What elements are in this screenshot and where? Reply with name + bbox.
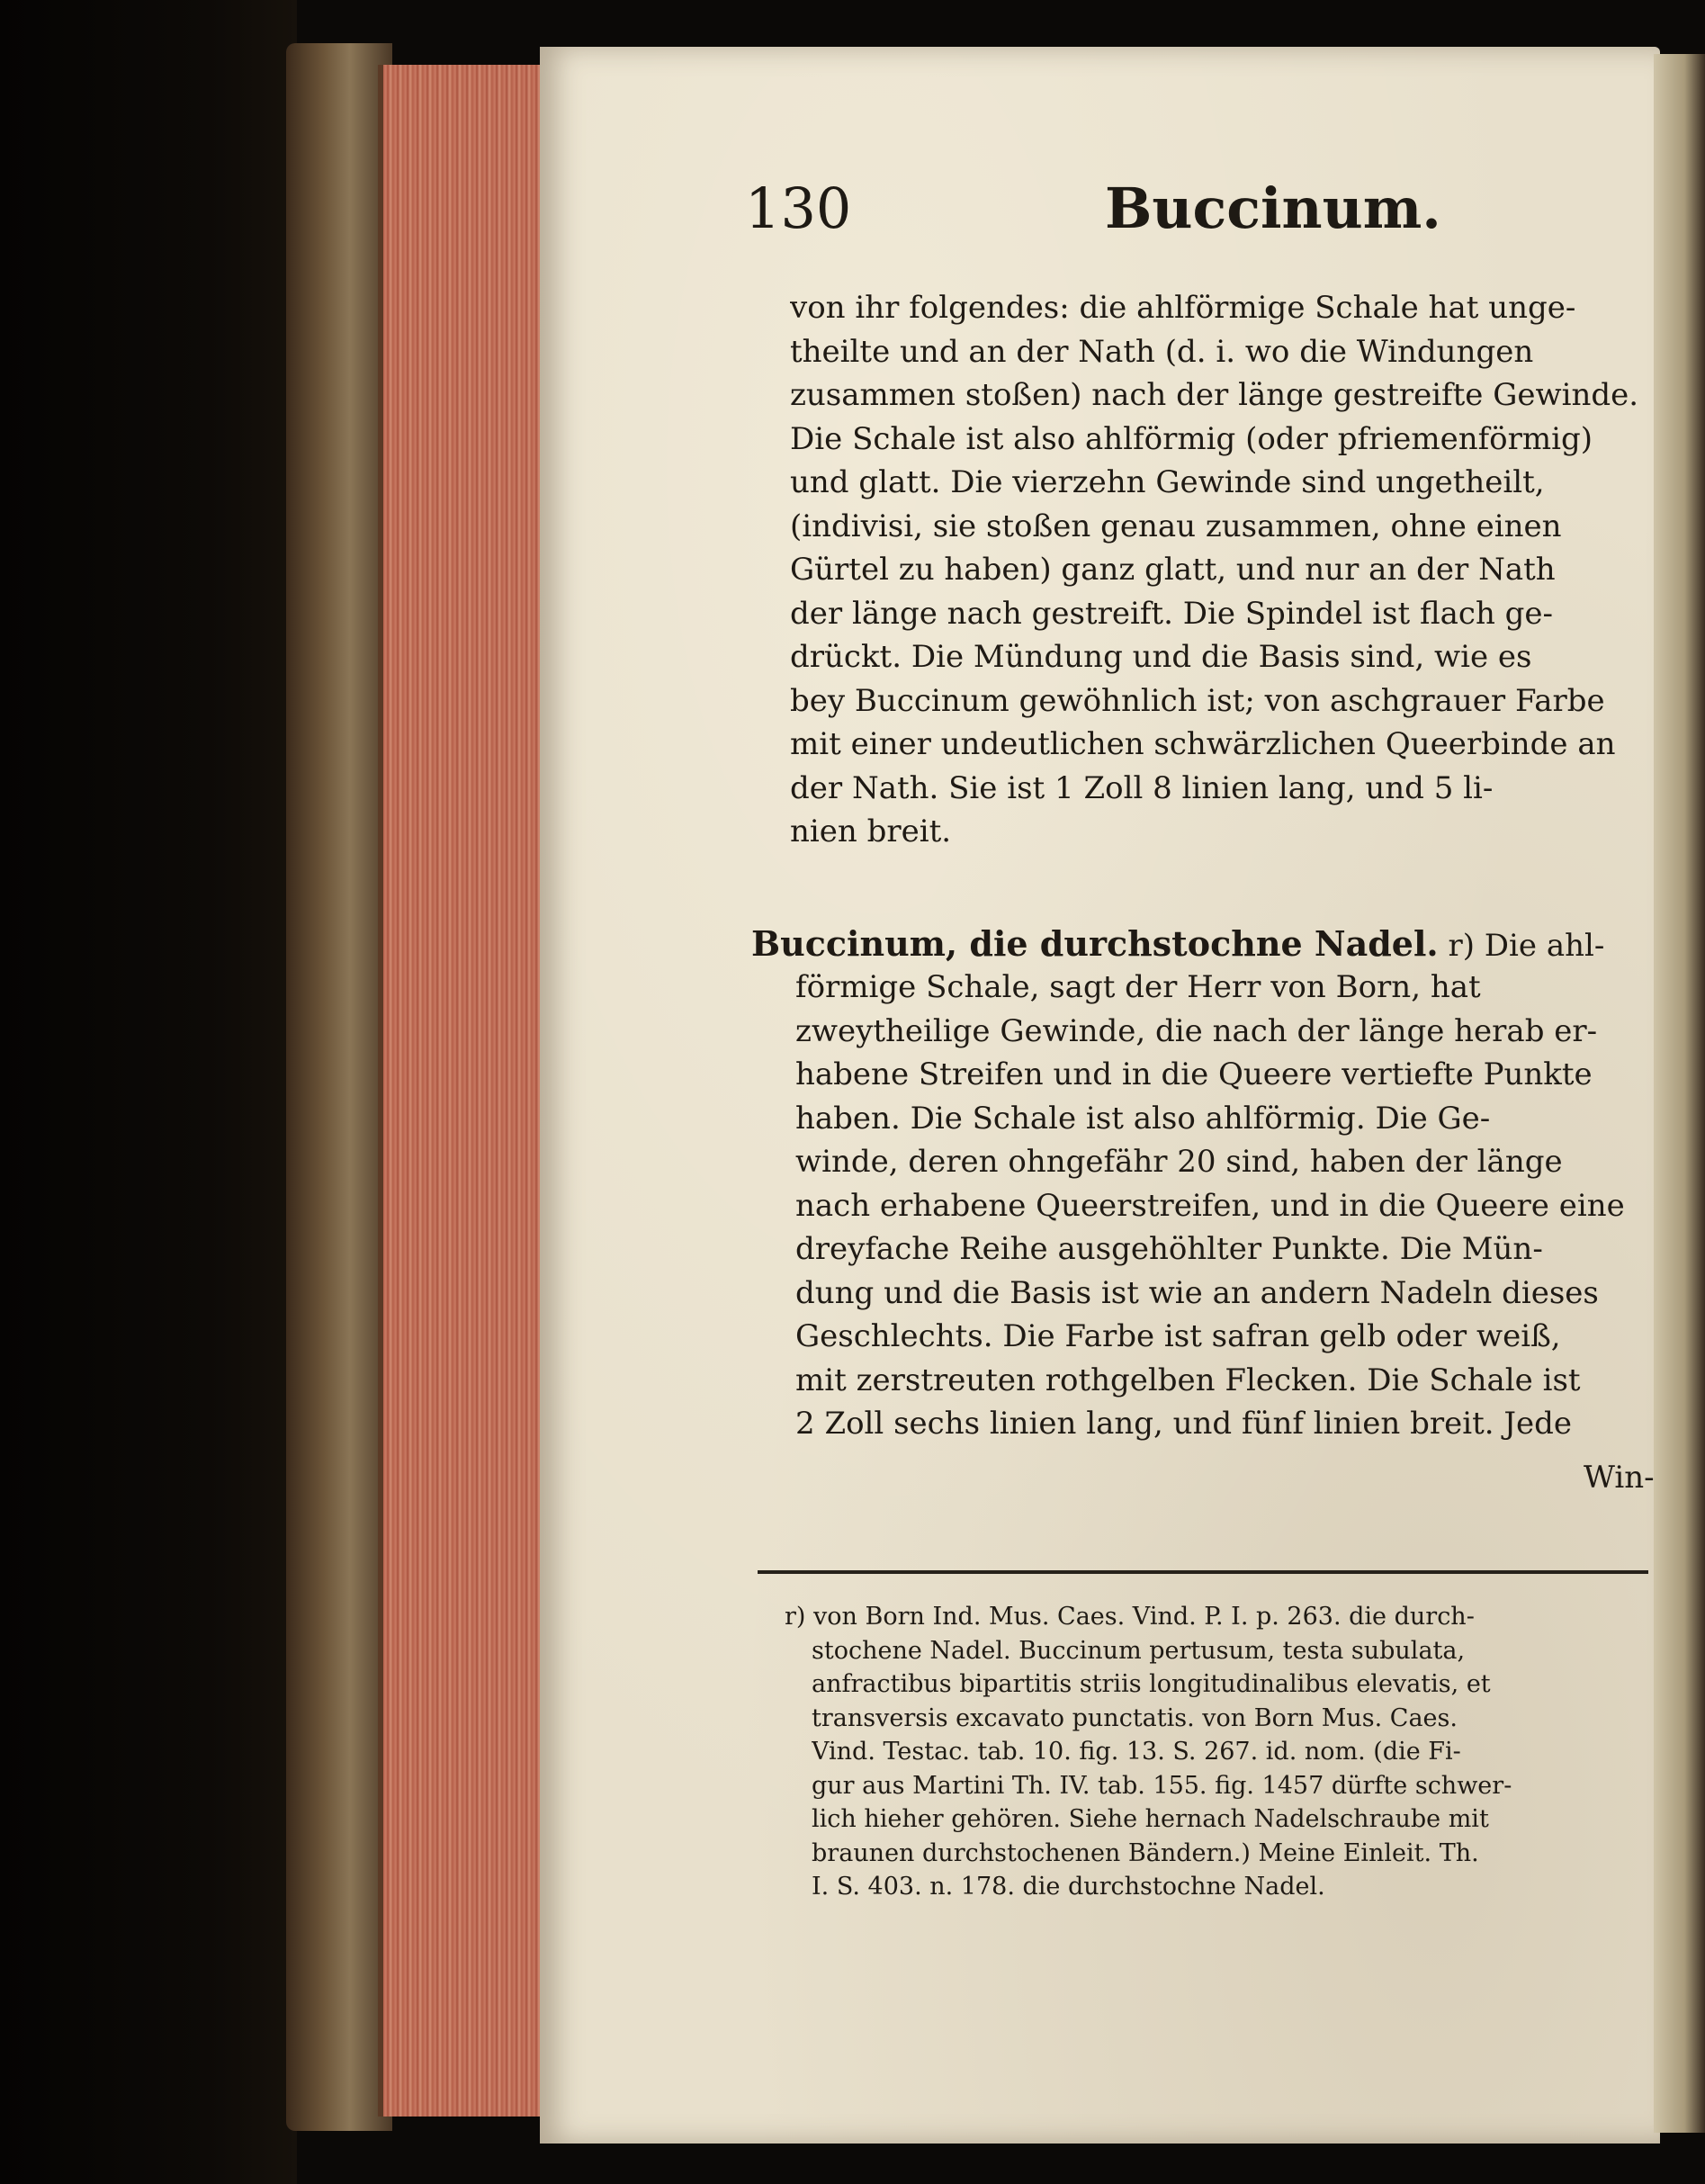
- paragraph-1: [790, 286, 1654, 854]
- text-line: der Nath. Sie ist 1 Zoll 8 linien lang, und 5 li-: [790, 769, 1494, 806]
- footnote-line: Vind. Testac. tab. 10. fig. 13. S. 267. id. nom. (die Fi-: [812, 1738, 1461, 1766]
- footnote-line: braunen durchstochenen Bändern.) Meine Einleit. Th.: [812, 1838, 1479, 1867]
- text-line: dreyfache Reihe ausgehöhlter Punkte. Die Mün-: [795, 1231, 1543, 1267]
- text-line: mit zerstreuten rothgelben Flecken. Die Schale ist: [795, 1362, 1581, 1398]
- catchword: Win-: [1584, 1460, 1655, 1496]
- text-line: dung und die Basis ist wie an andern Nadeln dieses: [795, 1274, 1599, 1311]
- text-line: bey Buccinum gewöhnlich ist; von aschgrauer Farbe: [790, 682, 1605, 719]
- entry-heading-rest: r) Die ahl-: [1438, 928, 1605, 964]
- footnote-line: gur aus Martini Th. IV. tab. 155. fig. 1457 dürfte schwer-: [812, 1771, 1512, 1800]
- entry-heading: Buccinum, die durchstochne Nadel.: [751, 923, 1439, 964]
- text-line: von ihr folgendes: die ahlförmige Schale hat unge-: [790, 290, 1576, 326]
- footnote-line: transversis excavato punctatis. von Born Mus. Caes.: [812, 1703, 1458, 1732]
- text-line: nien breit.: [790, 813, 952, 849]
- footnote: [785, 1600, 1648, 1904]
- text-line: mit einer undeutlichen schwärzlichen Queerbinde an: [790, 726, 1616, 762]
- paragraph-2-heading-line: [751, 922, 1651, 968]
- text-line: der länge nach gestreift. Die Spindel ist flach ge-: [790, 595, 1554, 632]
- text-line: zusammen stoßen) nach der länge gestreifte Gewinde.: [790, 377, 1639, 413]
- text-line: Gürtel zu haben) ganz glatt, und nur an der Nath: [790, 552, 1556, 588]
- next-page-edge: [1654, 54, 1705, 2133]
- paragraph-2: [795, 966, 1659, 1446]
- text-line: drückt. Die Mündung und die Basis sind, wie es: [790, 639, 1532, 675]
- text-line: haben. Die Schale ist also ahlförmig. Die Ge-: [795, 1100, 1491, 1137]
- text-line: 2 Zoll sechs linien lang, und fünf linien breit. Jede: [795, 1406, 1573, 1442]
- footnote-line: lich hieher gehören. Siehe hernach Nadelschraube mit: [812, 1805, 1489, 1833]
- text-line: winde, deren ohngefähr 20 sind, haben der länge: [795, 1144, 1563, 1180]
- text-line: theilte und an der Nath (d. i. wo die Windungen: [790, 333, 1534, 370]
- footnote-line: I. S. 403. n. 178. die durchstochne Nadel.: [812, 1873, 1325, 1901]
- book-cover-edge: [286, 43, 392, 2131]
- footnote-line: stochene Nadel. Buccinum pertusum, testa subulata,: [812, 1636, 1466, 1665]
- footnote-divider: [758, 1570, 1648, 1574]
- text-line: zweytheilige Gewinde, die nach der länge herab er-: [795, 1012, 1598, 1049]
- footnote-line: r) von Born Ind. Mus. Caes. Vind. P. I. p. 263. die durch-: [785, 1603, 1475, 1631]
- text-line: Die Schale ist also ahlförmig (oder pfriemenförmig): [790, 420, 1593, 457]
- running-head: Buccinum.: [1105, 175, 1441, 241]
- text-line: (indivisi, sie stoßen genau zusammen, ohne einen: [790, 508, 1562, 544]
- page-number: 130: [745, 175, 852, 241]
- page-edges: [378, 65, 548, 2117]
- footnote-line: anfractibus bipartitis striis longitudinalibus elevatis, et: [812, 1670, 1491, 1698]
- book-binding: [0, 0, 297, 2184]
- text-line: und glatt. Die vierzehn Gewinde sind ungetheilt,: [790, 464, 1545, 500]
- text-line: nach erhabene Queerstreifen, und in die Queere eine: [795, 1187, 1625, 1224]
- text-line: Geschlechts. Die Farbe ist safran gelb oder weiß,: [795, 1318, 1561, 1354]
- text-line: förmige Schale, sagt der Herr von Born, hat: [795, 969, 1481, 1005]
- page-header: [745, 175, 1591, 256]
- text-line: habene Streifen und in die Queere vertiefte Punkte: [795, 1056, 1593, 1092]
